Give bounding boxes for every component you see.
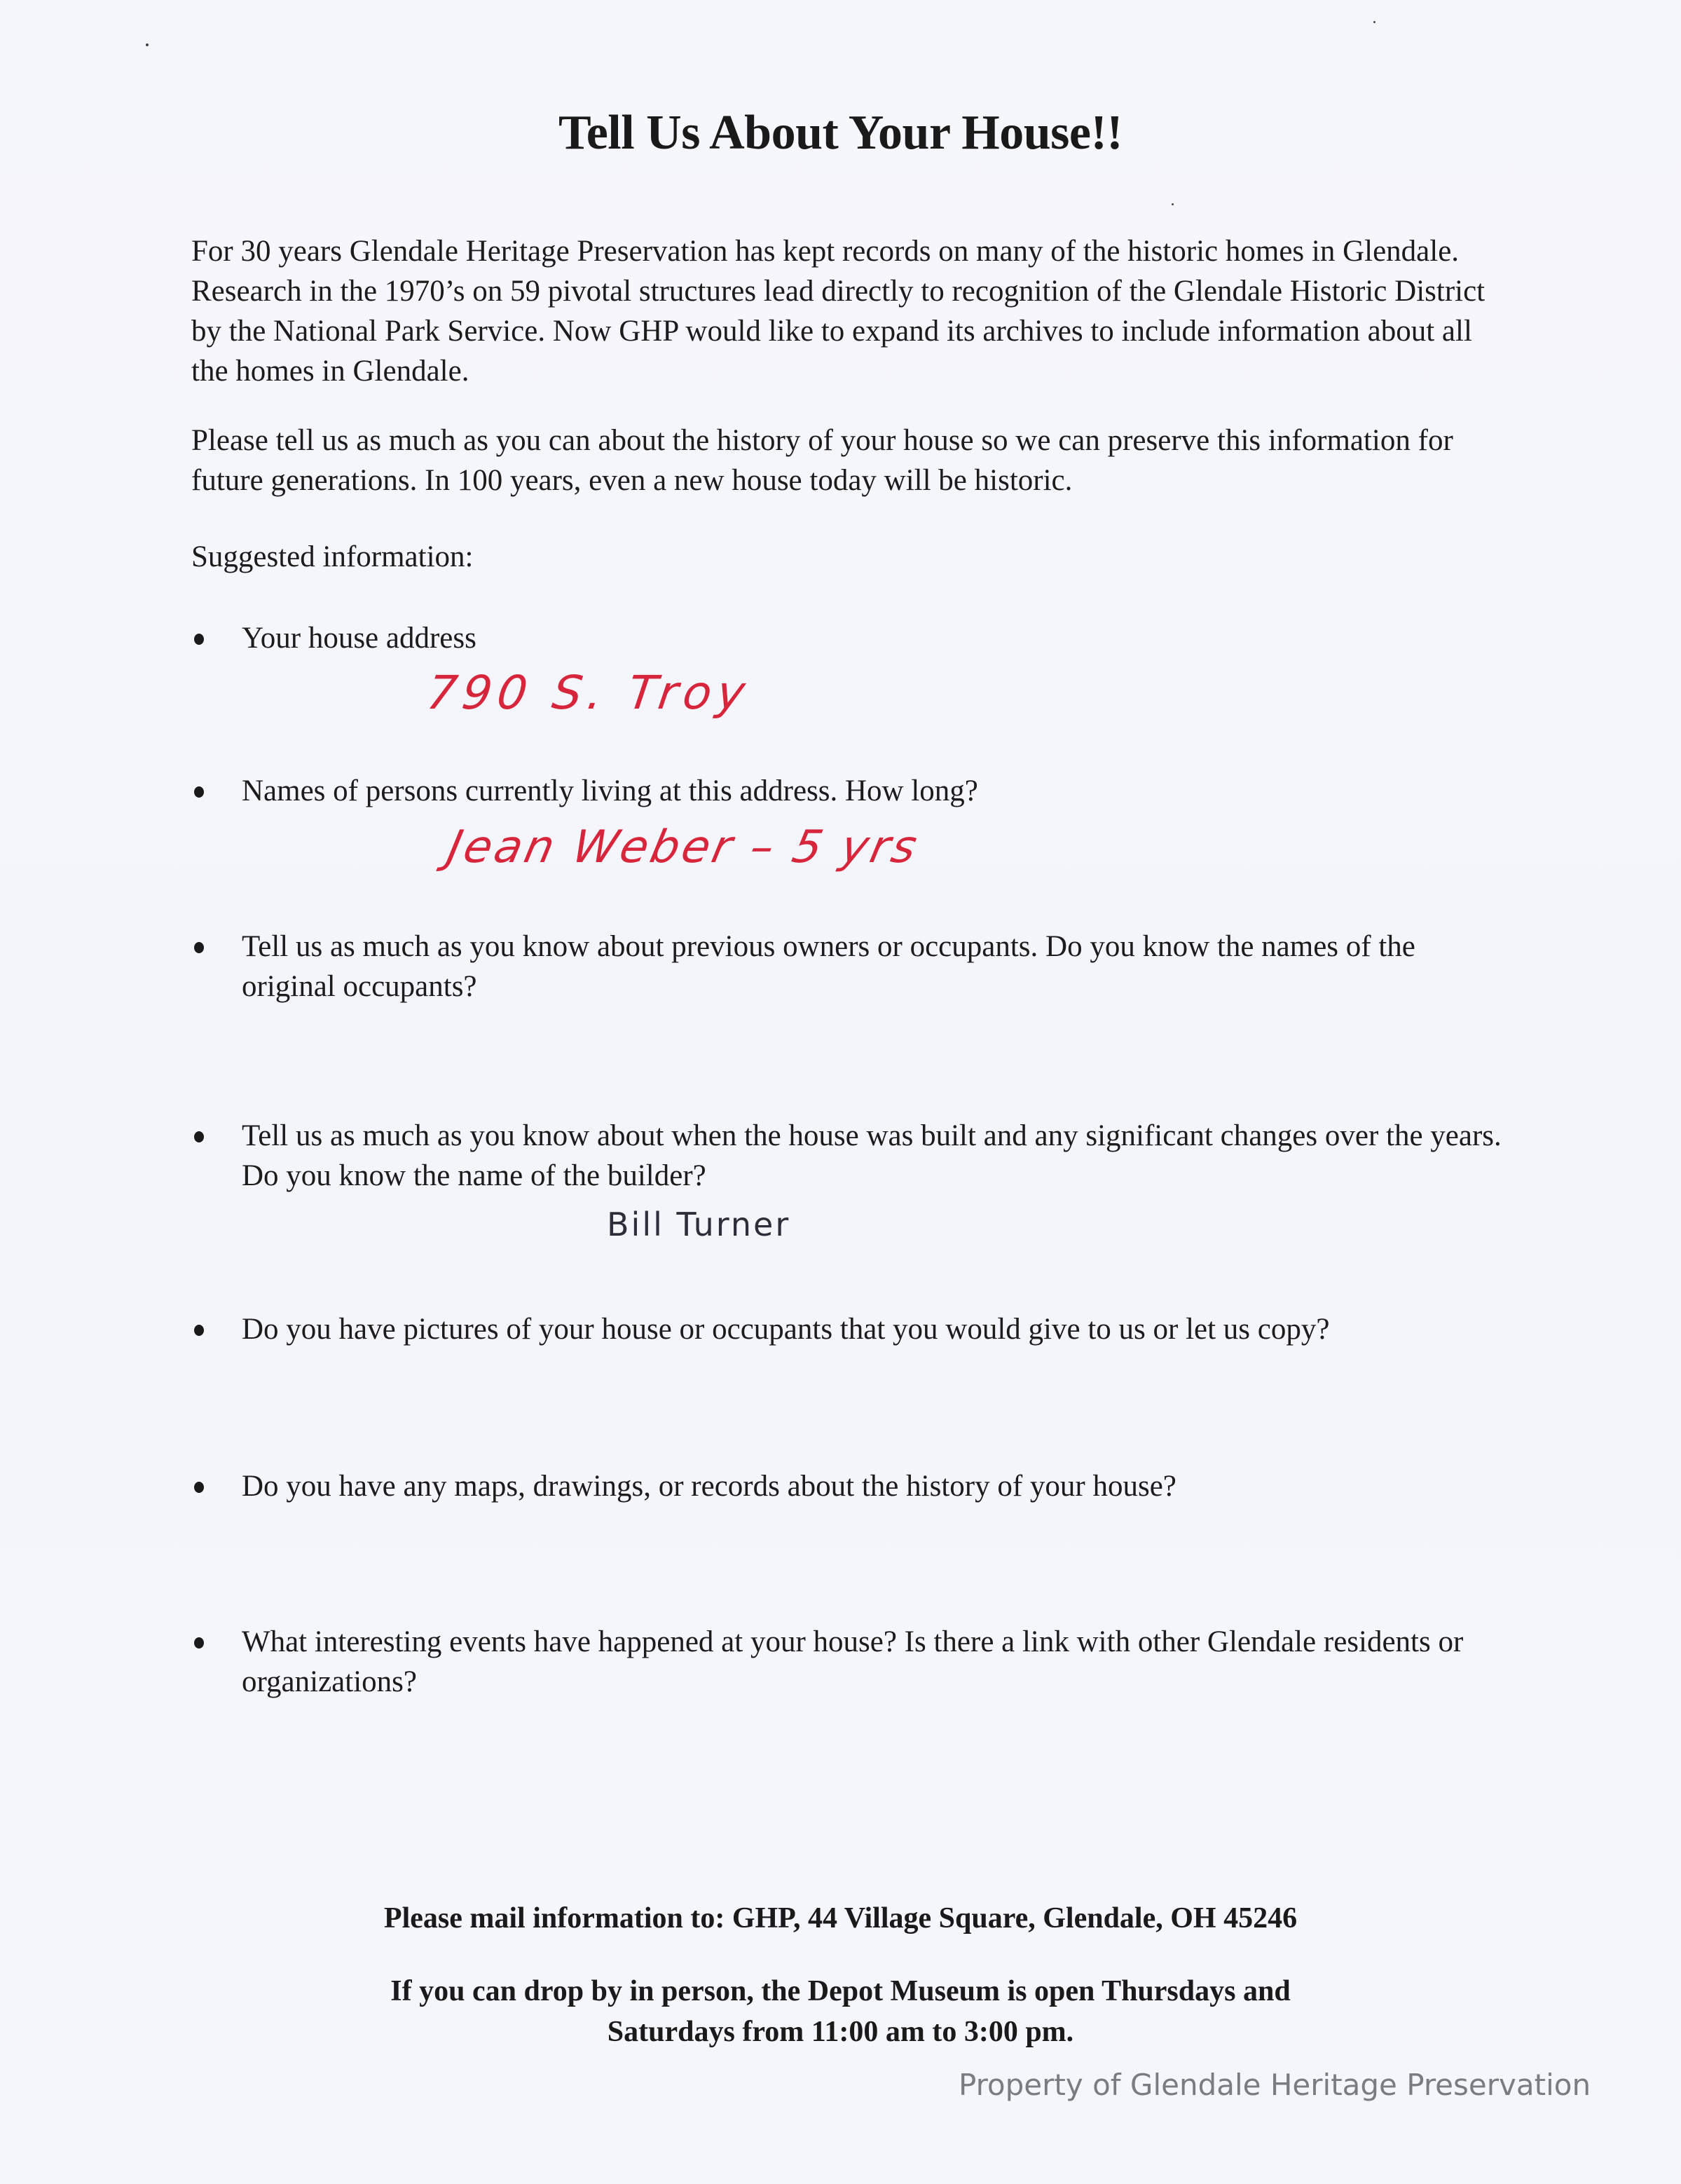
- question-prompt: Do you have any maps, drawings, or records about the history of your house?: [242, 1470, 1176, 1503]
- intro-paragraph-request: Please tell us as much as you can about the history of your house so we can preserve this information for future generations. In 100 years, even a new house today will be historic.: [191, 424, 1453, 497]
- suggested-information-label: Suggested information:: [191, 540, 474, 573]
- bullet-icon: [194, 1637, 204, 1649]
- handwritten-builder-answer: Bill Turner: [607, 1206, 791, 1243]
- museum-hours-block: [0, 1971, 1681, 2052]
- bullet-icon: [194, 1482, 204, 1493]
- mailing-address-line: Please mail information to: GHP, 44 Village Square, Glendale, OH 45246: [383, 1902, 1298, 1934]
- bullet-icon: [194, 1325, 204, 1336]
- intro-paragraph-history: For 30 years Glendale Heritage Preservation has kept records on many of the historic homes in Glendale. Research in the 1970’s on 59 pivotal structures lead directly to recognition of the Glendale Historic District by the National Park Service. Now GHP would like to expand its archives to include information about all the homes in Glendale.: [191, 235, 1486, 388]
- handwritten-residents-answer: Jean Weber – 5 yrs: [443, 821, 924, 873]
- question-prompt: What interesting events have happened at your house? Is there a link with other Glendale residents or organizations?: [242, 1625, 1464, 1698]
- museum-hours-line-1: If you can drop by in person, the Depot Museum is open Thursdays and: [390, 1975, 1291, 2007]
- question-prompt: Your house address: [242, 622, 476, 655]
- bullet-icon: [194, 786, 204, 798]
- bullet-icon: [194, 1131, 204, 1142]
- bullet-icon: [194, 634, 204, 645]
- handwritten-address-answer: 790 S. Troy: [423, 666, 754, 720]
- scan-speck: [146, 43, 149, 46]
- bullet-icon: [194, 942, 204, 953]
- question-prompt: Do you have pictures of your house or occupants that you would give to us or let us copy?: [242, 1313, 1330, 1346]
- question-prompt: Tell us as much as you know about when the house was built and any significant changes over the years. Do you know the name of the builder?: [242, 1119, 1502, 1192]
- ownership-watermark: Property of Glendale Heritage Preservation: [959, 2068, 1591, 2102]
- form-title: Tell Us About Your House!!: [558, 106, 1123, 160]
- museum-hours-line-2: Saturdays from 11:00 am to 3:00 pm.: [607, 2016, 1074, 2048]
- question-prompt: Tell us as much as you know about previous owners or occupants. Do you know the names of the original occupants?: [242, 930, 1415, 1003]
- scan-speck: [1172, 203, 1174, 205]
- scan-speck: [1373, 21, 1375, 23]
- question-prompt: Names of persons currently living at this address. How long?: [242, 774, 978, 807]
